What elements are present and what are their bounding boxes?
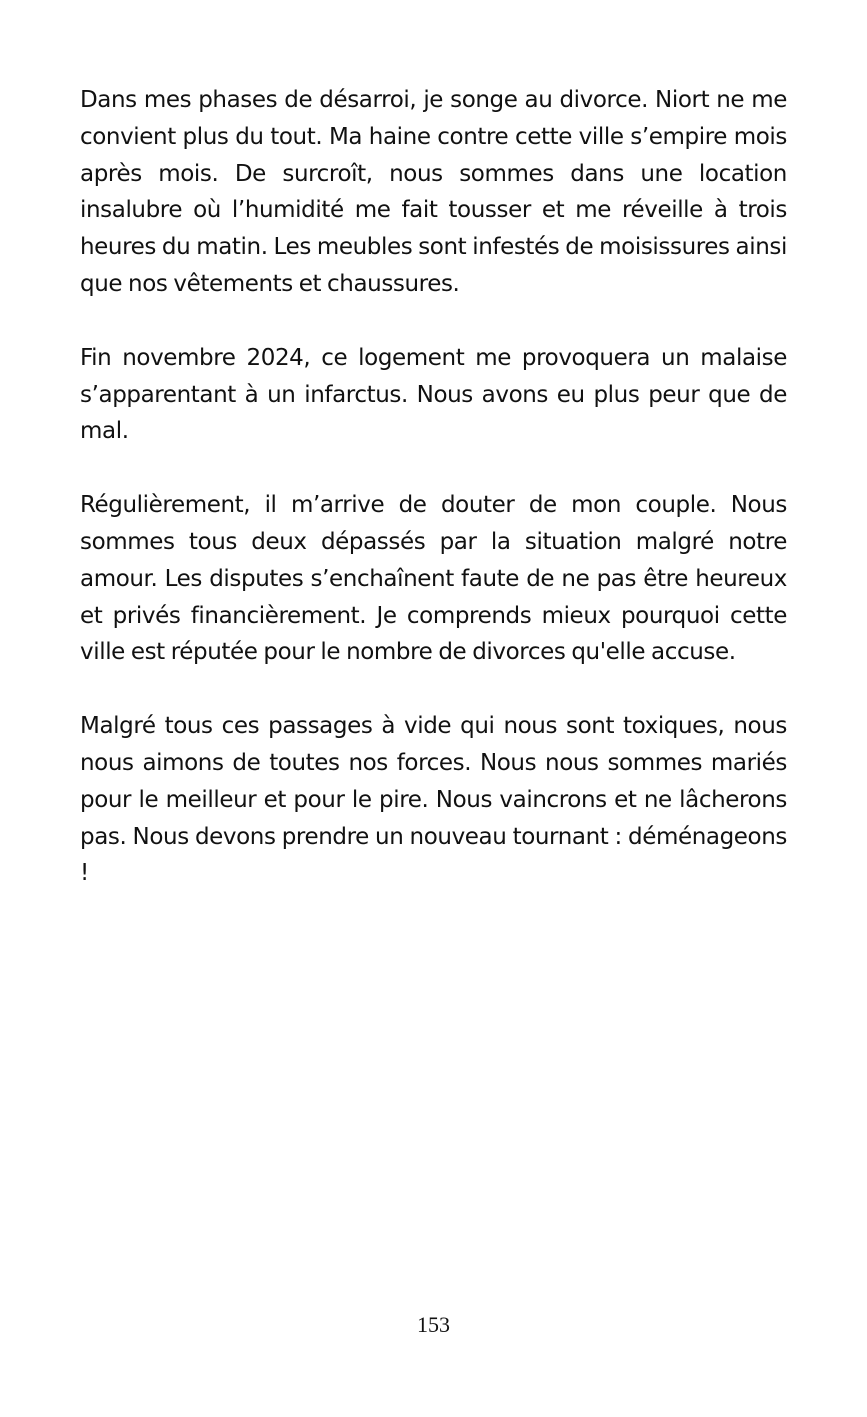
paragraph-3: Régulièrement, il m’arrive de douter de mon couple. Nous sommes tous deux dépassés par la situation malgré notre amour. Les disputes s’enchaînent faute de ne pas être heureux et privés financièrement. Je comprends mieux pourquoi cette ville est réputée pour le nombre de divorces qu'elle accuse. [80,492,787,666]
page-number: 153 [417,1312,450,1337]
body-text [80,82,787,929]
paragraph-1: Dans mes phases de désarroi, je songe au divorce. Niort ne me convient plus du tout. Ma haine contre cette ville s’empire mois après mois. De surcroît, nous sommes dans une location insalubre où l’humidité me fait tousser et me réveille à trois heures du matin. Les meubles sont infestés de moisissures ainsi que nos vêtements et chaussures. [80,87,787,297]
paragraph-2: Fin novembre 2024, ce logement me provoquera un malaise s’apparentant à un infarctus. Nous avons eu plus peur que de mal. [80,344,787,445]
paragraph-4: Malgré tous ces passages à vide qui nous sont toxiques, nous nous aimons de toutes nos forces. Nous nous sommes mariés pour le meilleur et pour le pire. Nous vaincrons et ne lâcherons pas. Nous devons prendre un nouveau tournant : déménageons ! [80,713,787,887]
